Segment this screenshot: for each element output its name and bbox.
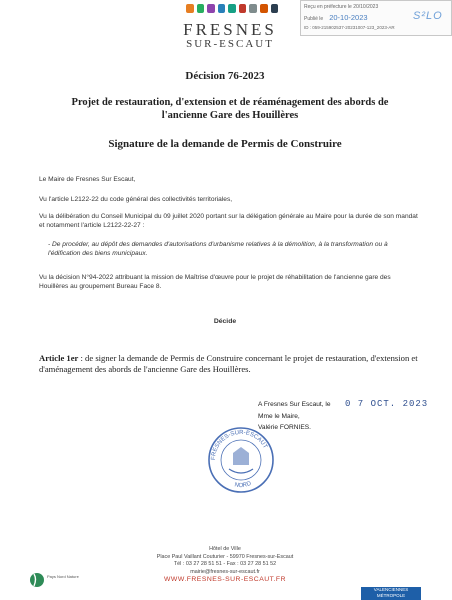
valenciennes-metropole-logo: VALENCIENNES MÉTROPOLE bbox=[361, 587, 421, 600]
decide-heading: Décide bbox=[213, 318, 237, 325]
signature-name: Valérie FORNIES. bbox=[258, 424, 312, 431]
stamp-published bbox=[304, 13, 368, 22]
footer-line3: Tél : 03 27 28 51 51 - Fax : 03 27 28 51 52 bbox=[173, 561, 277, 567]
stamp-id: ID : 059-215902537-20231007-123_2023-AR bbox=[304, 25, 395, 30]
logo-pictogram-icon bbox=[197, 4, 205, 13]
article-label: Article 1er bbox=[39, 353, 79, 363]
logo-pictogram-icon bbox=[239, 4, 247, 13]
seal-text-bottom: NORD bbox=[233, 480, 253, 490]
maire-line: Le Maire de Fresnes Sur Escaut, bbox=[39, 176, 136, 183]
footer-line4: mairie@fresnes-sur-escaut.fr bbox=[190, 568, 260, 575]
town-logo-subtitle: SUR-ESCAUT bbox=[186, 38, 274, 50]
signature-title: Mme le Maire, bbox=[258, 413, 300, 420]
logo-pictogram-icon bbox=[260, 4, 268, 13]
logo-pictogram-icon bbox=[218, 4, 226, 13]
footer bbox=[130, 546, 320, 584]
article-1 bbox=[39, 353, 425, 375]
logo-pictogram-icon bbox=[207, 4, 215, 13]
stamp-published-label: Publié le bbox=[304, 16, 324, 22]
svg-text:NORD bbox=[234, 481, 253, 490]
vu-decision: Vu la décision N°94-2022 attribuant la mission de Maîtrise d'œuvre pour le projet de réhabilitation de l'ancienne gare des Houillères au groupement Bureau Face 8. bbox=[39, 274, 391, 290]
logo-pictogram-icon bbox=[186, 4, 194, 13]
footer-website-link[interactable]: WWW.FRESNES-SUR-ESCAUT.FR bbox=[163, 576, 286, 583]
signature-place: A Fresnes Sur Escaut, le bbox=[258, 401, 331, 408]
logo-pictogram-icon bbox=[249, 4, 257, 13]
footer-line2: Place Paul Vaillant Couturier - 59970 Fresnes-sur-Escaut bbox=[156, 553, 294, 560]
date-stamp: 0 7 OCT. 2023 bbox=[345, 399, 429, 409]
stamp-published-date: 20-10-2023 bbox=[329, 13, 368, 22]
logo-pictogram-icon bbox=[271, 4, 279, 13]
vu-article: Vu l'article L2122-22 du code général des collectivités territoriales, bbox=[39, 196, 233, 203]
stamp-received: Reçu en préfecture le 20/10/2023 bbox=[304, 4, 379, 10]
project-title: Projet de restauration, d'extension et de réaménagement des abords de l'ancienne Gare des Houillères bbox=[71, 97, 389, 121]
logo-icons bbox=[186, 0, 278, 16]
town-seal-icon bbox=[205, 425, 277, 495]
delegation-bullet: - De procéder, au dépôt des demandes d'autorisations d'urbanisme relatives à la démolition, à la transformation ou à l'édification des biens municipaux. bbox=[48, 241, 388, 257]
seal-text-top: FRESNES-SUR-ESCAUT bbox=[210, 429, 268, 461]
pays-nord-logo-icon bbox=[28, 568, 79, 600]
town-logo-title: FRESNES bbox=[183, 20, 277, 39]
footer-line1: Hôtel de Ville bbox=[209, 546, 241, 552]
pays-nord-logo-text: Pays Nord Nature bbox=[47, 574, 79, 579]
decision-number: Décision 76-2023 bbox=[185, 70, 265, 82]
prefecture-stamp bbox=[300, 0, 452, 36]
article-text: : de signer la demande de Permis de Construire concernant le projet de restauration, d'extension et d'aménagement des abords de l'ancienne Gare des Houillères. bbox=[39, 353, 418, 374]
stamp-mark: S²LO bbox=[413, 10, 443, 22]
logo-pictogram-icon bbox=[228, 4, 236, 13]
vu-deliberation: Vu la délibération du Conseil Municipal du 09 juillet 2020 portant sur la délégation générale au Maire pour la durée de son mandat et notamment l'article L2122-22-27 : bbox=[39, 213, 418, 229]
decision-subject: Signature de la demande de Permis de Construire bbox=[108, 138, 342, 150]
